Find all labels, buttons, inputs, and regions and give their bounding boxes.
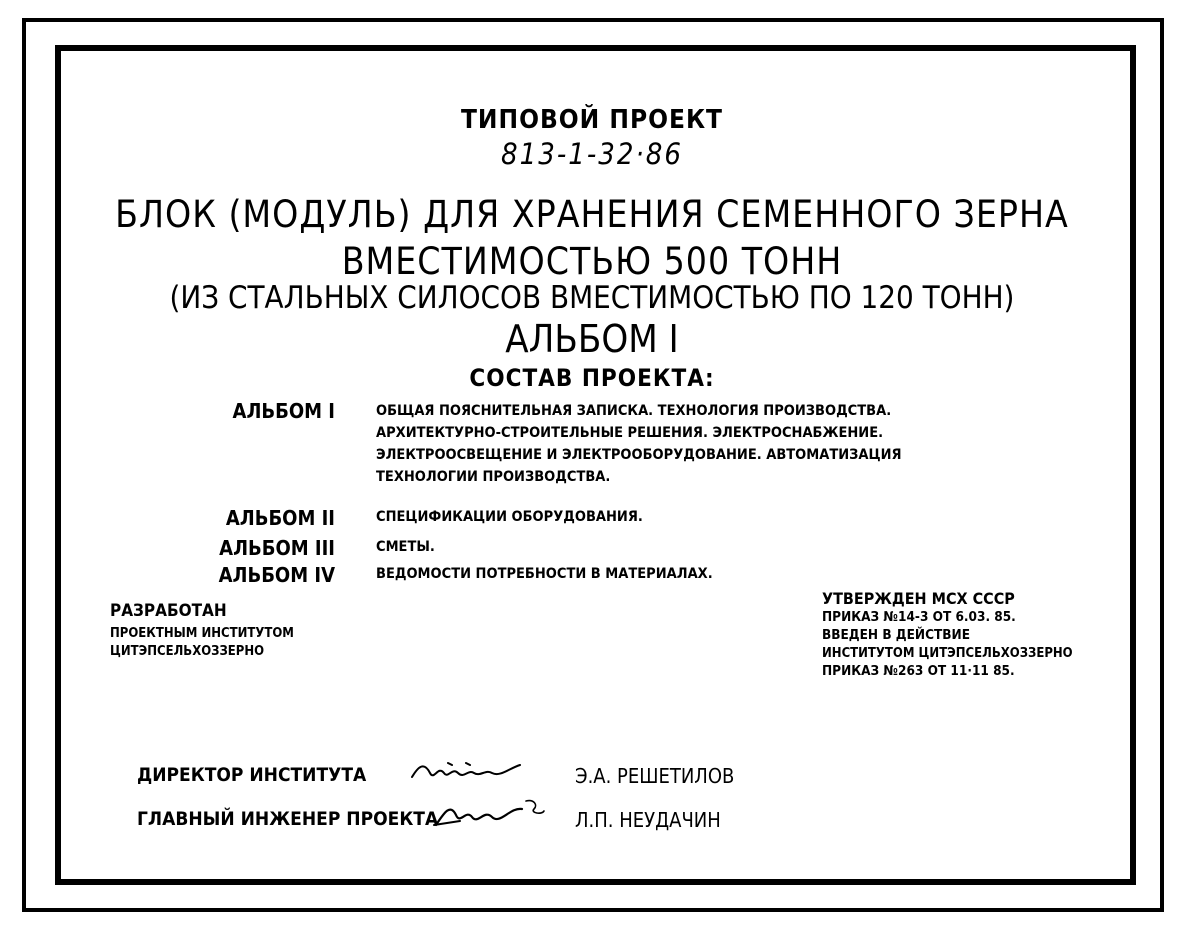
album-title: АЛЬБОМ I <box>505 317 679 361</box>
approved-line-1: УТВЕРЖДЕН МСХ СССР <box>822 589 1015 608</box>
project-code: 813-1-32·86 <box>501 137 683 171</box>
project-type: ТИПОВОЙ ПРОЕКТ <box>460 105 724 135</box>
album-2-label: АЛЬБОМ II <box>225 506 335 530</box>
signature-mark-2 <box>430 795 550 831</box>
developed-label: РАЗРАБОТАН <box>110 601 227 621</box>
approved-line-4: ИНСТИТУТОМ ЦИТЭПСЕЛЬХОЗЗЕРНО <box>822 646 1073 661</box>
title-line-2: ВМЕСТИМОСТЬЮ 500 ТОНН <box>341 240 843 283</box>
composition-heading: СОСТАВ ПРОЕКТА: <box>469 364 715 392</box>
album-2-line-1: СПЕЦИФИКАЦИИ ОБОРУДОВАНИЯ. <box>376 509 643 525</box>
album-3-line-1: СМЕТЫ. <box>376 539 435 555</box>
album-3-label: АЛЬБОМ III <box>219 536 335 560</box>
album-4-line-1: ВЕДОМОСТИ ПОТРЕБНОСТИ В МАТЕРИАЛАХ. <box>376 566 713 582</box>
album-1-line-2: АРХИТЕКТУРНО-СТРОИТЕЛЬНЫЕ РЕШЕНИЯ. ЭЛЕКТРОСНАБЖЕНИЕ. <box>376 425 884 441</box>
album-1-line-4: ТЕХНОЛОГИИ ПРОИЗВОДСТВА. <box>376 469 611 485</box>
approved-line-2: ПРИКАЗ №14-3 ОТ 6.03. 85. <box>822 609 1016 625</box>
signature-name-2: Л.П. НЕУДАЧИН <box>575 808 721 832</box>
developed-line-3: ЦИТЭПСЕЛЬХОЗЗЕРНО <box>110 644 265 659</box>
approved-line-3: ВВЕДЕН В ДЕЙСТВИЕ <box>822 627 970 643</box>
title-line-1: БЛОК (МОДУЛЬ) ДЛЯ ХРАНЕНИЯ СЕМЕННОГО ЗЕРНА <box>115 193 1069 236</box>
title-line-3: (ИЗ СТАЛЬНЫХ СИЛОСОВ ВМЕСТИМОСТЬЮ ПО 120 ТОНН) <box>169 280 1015 316</box>
signature-role-2: ГЛАВНЫЙ ИНЖЕНЕР ПРОЕКТА <box>137 808 439 830</box>
signature-role-1: ДИРЕКТОР ИНСТИТУТА <box>137 764 367 786</box>
album-4-label: АЛЬБОМ IV <box>218 563 335 587</box>
album-1-line-1: ОБЩАЯ ПОЯСНИТЕЛЬНАЯ ЗАПИСКА. ТЕХНОЛОГИЯ ПРОИЗВОДСТВА. <box>376 403 892 419</box>
approved-line-5: ПРИКАЗ №263 ОТ 11·11 85. <box>822 663 1015 679</box>
signature-name-1: Э.А. РЕШЕТИЛОВ <box>575 764 735 788</box>
album-1-line-3: ЭЛЕКТРООСВЕЩЕНИЕ И ЭЛЕКТРООБОРУДОВАНИЕ. АВТОМАТИЗАЦИЯ <box>376 447 902 463</box>
signature-mark-1 <box>408 755 528 785</box>
developed-line-2: ПРОЕКТНЫМ ИНСТИТУТОМ <box>110 626 294 641</box>
album-1-label: АЛЬБОМ I <box>232 399 335 423</box>
